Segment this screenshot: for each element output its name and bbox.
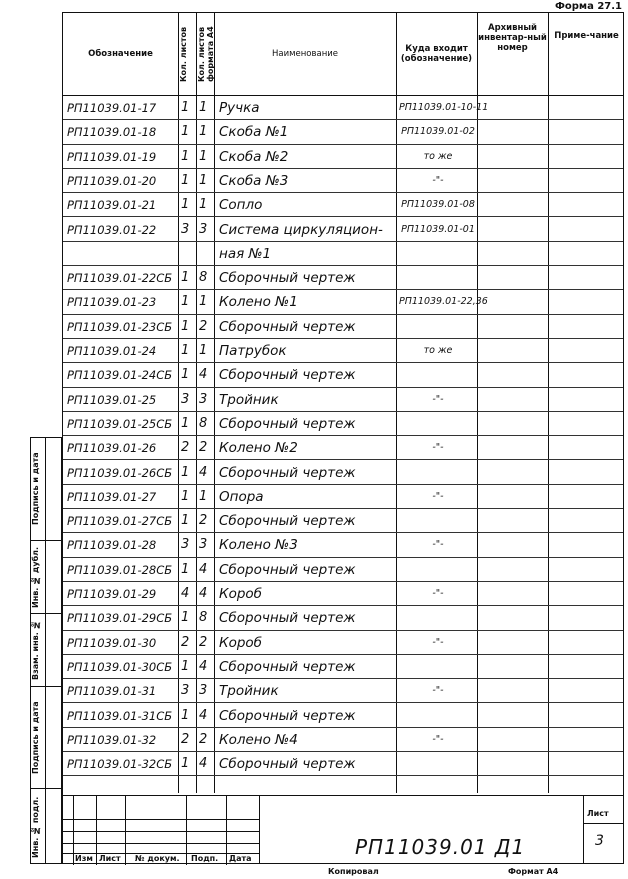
cell-kol-listov-a4 [199, 241, 213, 266]
cell-naimenovanie: Сборочный чертеж [219, 658, 356, 675]
cell-kol-listov: 1 [181, 294, 190, 310]
cell-kuda-vkhodit [399, 241, 477, 266]
cell-kuda-vkhodit: -"- [432, 588, 444, 599]
cell-kuda-vkhodit: РП11039.01-02 [401, 126, 475, 138]
table-row [63, 435, 623, 459]
cell-oboznachenie: РП11039.01-29 [67, 587, 157, 601]
side-label: Инв. № дубл. [31, 546, 40, 609]
cell-naimenovanie: Сборочный чертеж [219, 707, 356, 724]
cell-kuda-vkhodit [399, 314, 477, 339]
cell-kol-listov-a4: 4 [199, 756, 208, 772]
cell-oboznachenie: РП11039.01-26СБ [67, 465, 173, 480]
tb-podp: Подп. [191, 854, 219, 863]
cell-naimenovanie: Короб [219, 586, 262, 602]
cell-kol-listov: 1 [181, 197, 190, 213]
cell-naimenovanie: Сборочный чертеж [219, 513, 356, 530]
tb-list-number: 3 [595, 833, 604, 849]
cell-kol-listov-a4: 3 [199, 391, 208, 407]
cell-naimenovanie: Короб [219, 634, 262, 651]
cell-kol-listov-a4: 8 [199, 415, 208, 431]
tb-data: Дата [229, 854, 252, 863]
table-row [63, 727, 623, 751]
cell-kol-listov-a4: 2 [199, 731, 208, 747]
cell-naimenovanie: Скоба №3 [219, 172, 289, 189]
cell-kuda-vkhodit: РП11039.01-01 [401, 223, 475, 235]
table-row [63, 411, 623, 435]
cell-kol-listov: 1 [181, 343, 190, 358]
cell-kol-listov: 1 [181, 270, 190, 286]
cell-kol-listov: 1 [181, 488, 190, 504]
cell-kol-listov: 4 [181, 586, 190, 601]
table-row [63, 484, 623, 508]
cell-kol-listov-a4: 4 [199, 561, 208, 577]
cell-naimenovanie: Колено №1 [219, 294, 298, 311]
cell-oboznachenie: РП11039.01-22 [67, 222, 157, 237]
cell-naimenovanie: ная №1 [219, 245, 272, 262]
header-oboznachenie: Обозначение [88, 49, 153, 59]
table-row [63, 95, 623, 119]
cell-kuda-vkhodit [399, 703, 477, 728]
cell-kuda-vkhodit: -"- [432, 685, 444, 697]
tb-izm: Изм [75, 854, 93, 863]
cell-naimenovanie: Колено №4 [219, 731, 298, 748]
cell-oboznachenie: РП11039.01-28СБ [67, 562, 173, 577]
table-row [63, 532, 623, 556]
cell-naimenovanie: Патрубок [219, 343, 287, 359]
table-row [63, 241, 623, 265]
cell-kuda-vkhodit: РП11039.01-10-11 [399, 102, 489, 113]
cell-kol-listov-a4: 3 [199, 683, 208, 699]
cell-kol-listov: 1 [181, 100, 190, 115]
cell-kuda-vkhodit: -"- [432, 393, 444, 405]
tb-n-dokum: № докум. [135, 854, 180, 863]
cell-kol-listov: 1 [181, 561, 190, 577]
header-arkhivny: Архивный инвентар-ный номер [478, 23, 547, 53]
table-row [63, 217, 623, 241]
cell-kol-listov-a4: 8 [199, 610, 208, 626]
table-row [63, 605, 623, 629]
cell-kol-listov-a4: 1 [199, 488, 208, 504]
cell-kuda-vkhodit [399, 460, 477, 485]
cell-kuda-vkhodit: то же [423, 345, 453, 356]
cell-kuda-vkhodit: -"- [432, 733, 444, 745]
cell-naimenovanie: Колено №2 [219, 440, 298, 457]
table-row [63, 314, 623, 338]
cell-oboznachenie: РП11039.01-27 [67, 489, 157, 504]
cell-kol-listov: 1 [181, 318, 190, 334]
footer-format: Формат А4 [508, 867, 559, 876]
cell-naimenovanie: Скоба №2 [219, 148, 289, 165]
spec-sheet [62, 12, 624, 864]
cell-oboznachenie: РП11039.01-31СБ [67, 708, 173, 723]
cell-kol-listov-a4: 4 [199, 707, 208, 723]
cell-naimenovanie: Сопло [219, 197, 263, 214]
cell-kuda-vkhodit [399, 265, 477, 290]
side-label: Взам. инв. № [31, 620, 40, 681]
cell-naimenovanie: Колено №3 [219, 537, 298, 554]
cell-kol-listov-a4: 4 [199, 586, 208, 601]
side-label: Инв. № подл. [31, 796, 40, 859]
cell-kol-listov-a4: 3 [199, 537, 208, 553]
cell-kuda-vkhodit [399, 605, 477, 630]
cell-kuda-vkhodit: РП11039.01-22,36 [399, 296, 488, 308]
table-row [63, 581, 623, 605]
cell-kuda-vkhodit: РП11039.01-08 [401, 199, 475, 211]
cell-kol-listov: 1 [181, 464, 190, 480]
cell-oboznachenie: РП11039.01-25СБ [67, 416, 173, 431]
cell-oboznachenie: РП11039.01-24 [67, 344, 157, 358]
header-kol-listov-a4: Кол. листов формата А4 [197, 26, 215, 82]
cell-kuda-vkhodit: -"- [432, 174, 444, 186]
cell-naimenovanie: Сборочный чертеж [219, 464, 356, 481]
cell-naimenovanie: Сборочный чертеж [219, 270, 356, 287]
side-label: Подпись и дата [31, 452, 40, 526]
cell-naimenovanie: Сборочный чертеж [219, 756, 356, 773]
cell-naimenovanie: Ручка [219, 100, 260, 116]
table-row [63, 289, 623, 313]
table-row [63, 338, 623, 362]
cell-kol-listov: 3 [181, 221, 190, 237]
cell-oboznachenie: РП11039.01-29СБ [67, 611, 173, 626]
table-row [63, 119, 623, 143]
table-row [63, 144, 623, 168]
cell-kuda-vkhodit: то же [423, 150, 453, 162]
cell-oboznachenie: РП11039.01-31 [67, 684, 157, 699]
cell-kuda-vkhodit [399, 362, 477, 387]
table-row [63, 387, 623, 411]
side-label: Подпись и дата [31, 701, 40, 775]
cell-kol-listov: 1 [181, 610, 190, 626]
cell-kol-listov-a4: 1 [199, 294, 208, 310]
cell-kol-listov: 1 [181, 707, 190, 723]
cell-oboznachenie: РП11039.01-24СБ [67, 368, 173, 383]
cell-oboznachenie: РП11039.01-30 [67, 635, 157, 650]
cell-oboznachenie: РП11039.01-23СБ [67, 319, 173, 334]
table-row [63, 508, 623, 532]
cell-kol-listov-a4: 1 [199, 148, 208, 164]
cell-kol-listov: 1 [181, 148, 190, 164]
table-row [63, 557, 623, 581]
cell-naimenovanie: Система циркуляцион- [219, 221, 383, 238]
cell-kol-listov-a4: 2 [199, 513, 208, 529]
cell-kuda-vkhodit [399, 508, 477, 533]
cell-kuda-vkhodit [399, 751, 477, 776]
table-row [63, 265, 623, 289]
cell-oboznachenie: РП11039.01-19 [67, 149, 157, 164]
cell-kol-listov: 1 [181, 124, 190, 140]
cell-kol-listov-a4: 4 [199, 658, 208, 674]
cell-naimenovanie: Сборочный чертеж [219, 367, 356, 384]
cell-naimenovanie: Скоба №1 [219, 124, 289, 141]
table-row [63, 192, 623, 216]
table-row [63, 678, 623, 702]
cell-kol-listov: 1 [181, 172, 190, 188]
cell-kol-listov: 3 [181, 391, 190, 407]
header-kuda-vkhodit: Куда входит (обозначение) [400, 44, 473, 64]
cell-naimenovanie: Сборочный чертеж [219, 318, 356, 335]
cell-kuda-vkhodit [399, 557, 477, 582]
cell-kol-listov-a4: 1 [199, 100, 208, 115]
cell-kuda-vkhodit: -"- [432, 442, 444, 454]
table-row [63, 751, 623, 775]
tb-list-label: Лист [587, 809, 609, 818]
cell-oboznachenie: РП11039.01-18 [67, 125, 157, 140]
cell-oboznachenie [67, 241, 177, 266]
table-row [63, 460, 623, 484]
cell-kol-listov-a4: 1 [199, 172, 208, 188]
tb-list: Лист [99, 854, 121, 863]
cell-kol-listov-a4: 8 [199, 270, 208, 286]
cell-kol-listov: 1 [181, 513, 190, 529]
cell-kol-listov: 1 [181, 756, 190, 772]
header-naimenovanie: Наименование [271, 49, 339, 59]
cell-kuda-vkhodit [399, 411, 477, 436]
cell-naimenovanie: Сборочный чертеж [219, 561, 356, 578]
cell-naimenovanie: Тройник [219, 391, 279, 408]
table-row [63, 168, 623, 192]
footer-kopiroval: Копировал [328, 867, 379, 876]
cell-oboznachenie: РП11039.01-22СБ [67, 271, 173, 286]
cell-kol-listov-a4: 1 [199, 343, 208, 358]
cell-oboznachenie: РП11039.01-20 [67, 173, 157, 188]
table-row [63, 703, 623, 727]
cell-oboznachenie: РП11039.01-17 [67, 101, 157, 115]
cell-oboznachenie: РП11039.01-25 [67, 392, 157, 407]
cell-kuda-vkhodit: -"- [432, 490, 444, 502]
cell-kuda-vkhodit [399, 654, 477, 679]
cell-kuda-vkhodit: -"- [432, 636, 444, 648]
cell-oboznachenie: РП11039.01-27СБ [67, 514, 173, 529]
cell-kol-listov-a4: 1 [199, 124, 208, 140]
cell-kol-listov: 2 [181, 731, 190, 747]
cell-kol-listov-a4: 4 [199, 367, 208, 383]
form-number: Форма 27.1 [554, 1, 622, 12]
cell-oboznachenie: РП11039.01-32 [67, 732, 157, 747]
cell-oboznachenie: РП11039.01-23 [67, 295, 157, 310]
header-primechanie: Приме-чание [554, 31, 619, 41]
cell-kol-listov: 1 [181, 367, 190, 383]
header-kol-listov: Кол. листов [179, 26, 188, 82]
side-stamp [30, 437, 62, 864]
cell-oboznachenie: РП11039.01-32СБ [67, 757, 173, 772]
cell-kol-listov-a4: 2 [199, 440, 208, 456]
cell-kol-listov-a4: 1 [199, 197, 208, 213]
table-row [63, 654, 623, 678]
cell-kol-listov-a4: 3 [199, 221, 208, 237]
cell-oboznachenie: РП11039.01-28 [67, 538, 157, 553]
cell-naimenovanie: Опора [219, 488, 264, 505]
cell-kol-listov-a4: 4 [199, 464, 208, 480]
cell-naimenovanie: Сборочный чертеж [219, 610, 356, 627]
cell-kuda-vkhodit: -"- [432, 539, 444, 551]
cell-kol-listov-a4: 2 [199, 634, 208, 650]
cell-oboznachenie: РП11039.01-26 [67, 441, 157, 456]
cell-kol-listov: 3 [181, 683, 190, 699]
cell-kol-listov: 1 [181, 658, 190, 674]
cell-naimenovanie: Тройник [219, 683, 279, 700]
cell-kol-listov: 2 [181, 634, 190, 650]
cell-kol-listov-a4: 2 [199, 318, 208, 334]
cell-oboznachenie: РП11039.01-21 [67, 198, 157, 213]
cell-kol-listov: 3 [181, 537, 190, 553]
cell-kol-listov [181, 241, 195, 266]
document-number: РП11039.01 Д1 [355, 835, 526, 859]
cell-kol-listov: 2 [181, 440, 190, 456]
table-row [63, 362, 623, 386]
cell-kol-listov: 1 [181, 415, 190, 431]
cell-naimenovanie: Сборочный чертеж [219, 415, 356, 432]
cell-oboznachenie: РП11039.01-30СБ [67, 659, 173, 674]
table-row [63, 630, 623, 654]
